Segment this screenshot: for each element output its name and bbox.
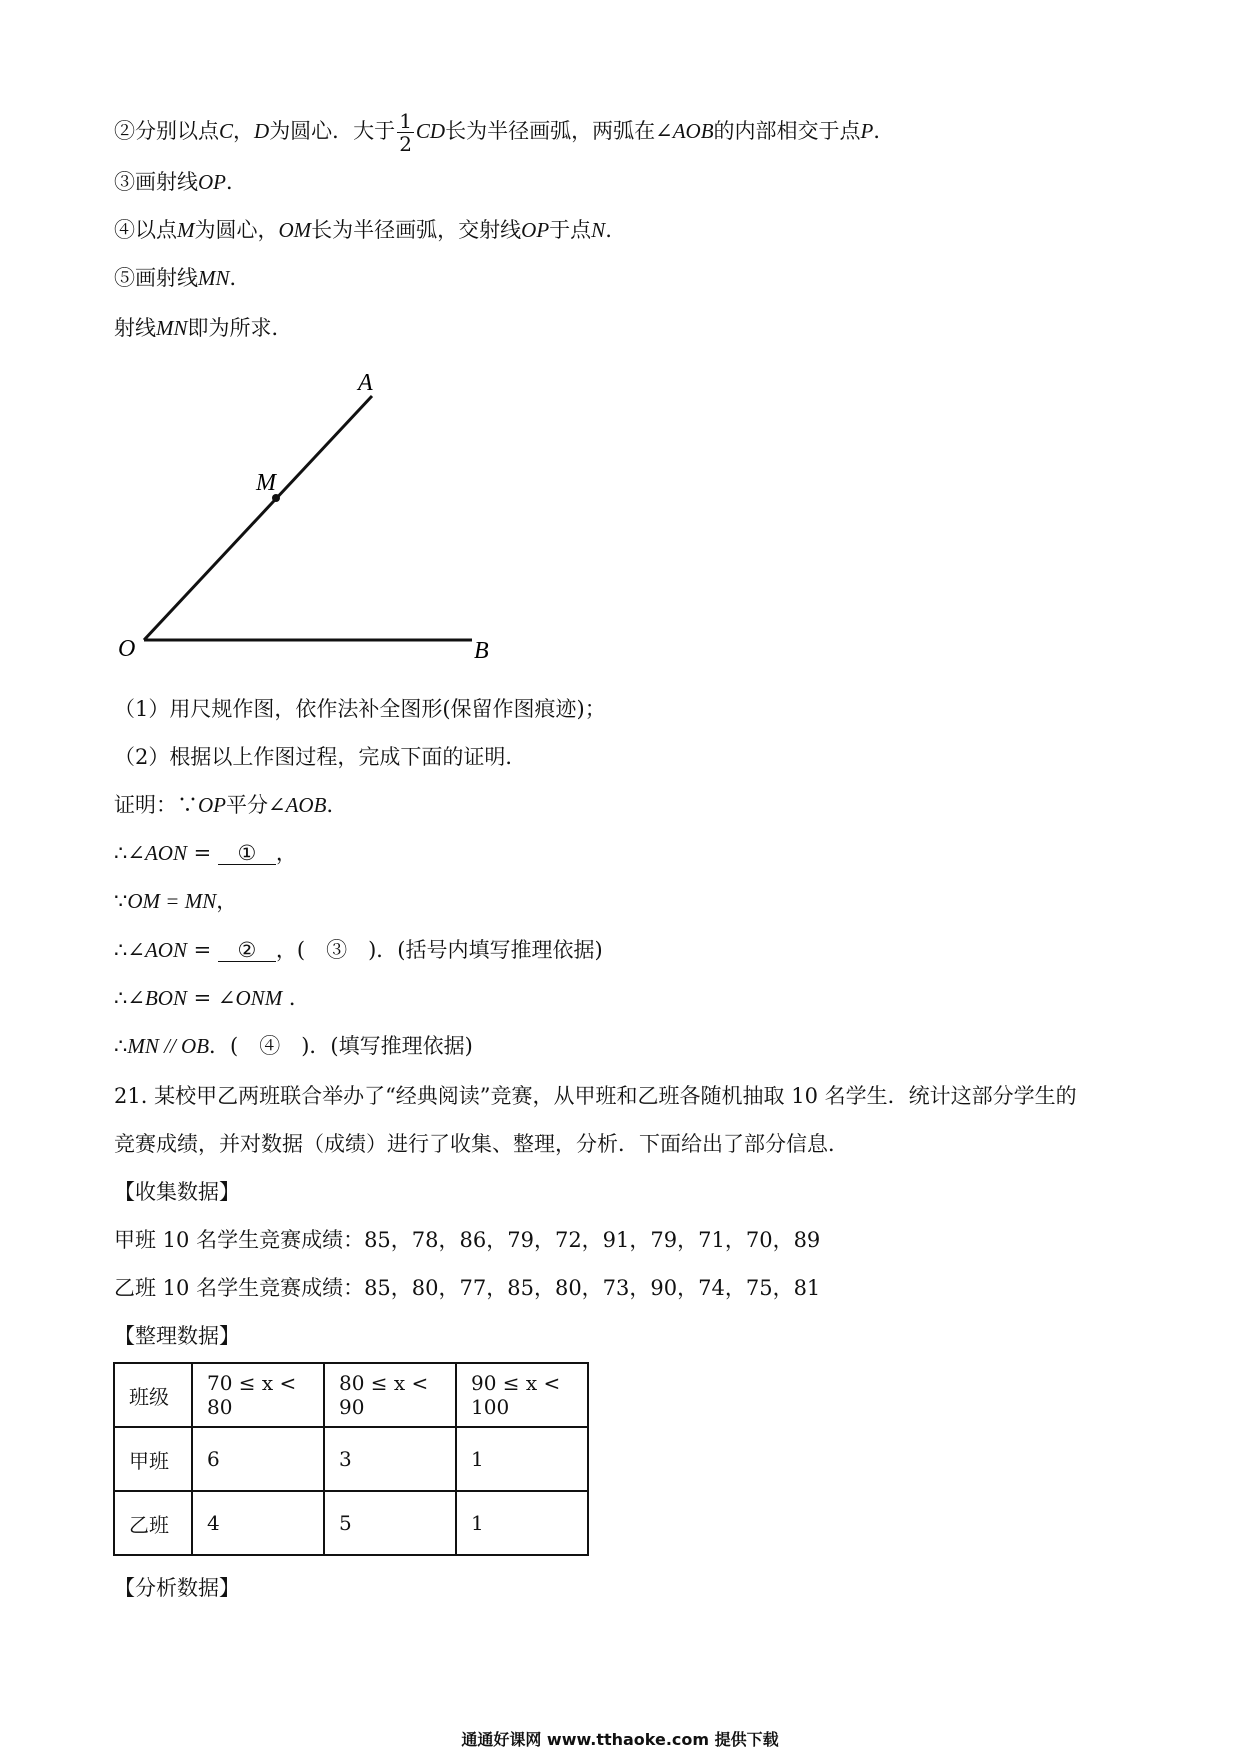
frequency-table: [113, 1362, 589, 1556]
organize-heading: [114, 1322, 240, 1350]
step-5: [114, 264, 251, 292]
proof-text: ，( ③ )．(括号内填写推理依据): [275, 938, 603, 962]
point-n: N: [591, 218, 606, 242]
step-4-text-d: 于点: [549, 218, 592, 242]
table-cell: 乙班: [114, 1491, 192, 1555]
angle-figure: [110, 360, 510, 670]
fraction-denominator: 2: [399, 132, 412, 156]
table-header-row: [114, 1363, 588, 1427]
comma: ，: [275, 841, 297, 865]
proof-text: 证明：∵: [114, 793, 198, 817]
point-c: C: [219, 119, 234, 143]
angle-aob: AOB: [672, 119, 714, 143]
question-2: [114, 743, 526, 771]
section-heading: 【收集数据】: [114, 1180, 240, 1204]
table-cell: 3: [324, 1427, 456, 1491]
ray-op: OP: [198, 793, 226, 817]
problem-21-text: 竞赛成绩，并对数据（成绩）进行了收集、整理，分析．下面给出了部分信息．: [114, 1132, 849, 1156]
period: ．: [229, 266, 251, 290]
conclusion-text-b: 即为所求．: [187, 316, 293, 340]
mn-parallel-ob: MN // OB: [127, 1034, 210, 1058]
because-symbol: ∵: [114, 889, 128, 913]
equals-sign: =: [186, 938, 218, 962]
table-cell: 1: [456, 1491, 588, 1555]
class-b-scores: [114, 1274, 820, 1302]
equals-sign: = ∠: [186, 986, 236, 1010]
proof-line-3: [114, 887, 237, 915]
comma: ，: [233, 119, 255, 143]
proof-text: 平分∠: [226, 793, 286, 817]
period: ．: [326, 793, 348, 817]
conclusion-text: 射线: [114, 316, 156, 340]
scores-text: 乙班 10 名学生竞赛成绩：85，80，77，85，80，73，90，74，75，81: [114, 1276, 821, 1300]
table-row: [114, 1491, 588, 1555]
label-o: O: [118, 636, 136, 662]
proof-line-4: [114, 936, 603, 964]
comma: ，: [216, 889, 238, 913]
om-equals-mn: OM = MN: [127, 889, 217, 913]
angle-aon: AON: [144, 938, 187, 962]
header-cell: 90 ≤ x < 100: [456, 1363, 588, 1427]
step-2-text-b: 为圆心．大于: [269, 119, 396, 143]
problem-21-line-1: [114, 1082, 1077, 1110]
blank-2: ②: [218, 939, 276, 962]
step-4-text: ④以点: [114, 218, 177, 242]
period: ．: [226, 170, 247, 194]
label-a: A: [358, 370, 373, 396]
section-heading: 【分析数据】: [114, 1576, 240, 1600]
ray-op: OP: [198, 170, 226, 194]
header-cell: 70 ≤ x < 80: [192, 1363, 324, 1427]
scores-text: 甲班 10 名学生竞赛成绩：85，78，86，79，72，91，79，71，70，89: [114, 1228, 821, 1252]
proof-line-2: [114, 839, 297, 867]
proof-text: ．( ④ )．(填写推理依据): [209, 1034, 473, 1058]
step-2-text-e: 长为半径画弧，两弧在∠: [445, 119, 673, 143]
question-1: [114, 695, 606, 723]
class-a-scores: [114, 1226, 820, 1254]
question-1-text: （1）用尺规作图，依作法补全图形(保留作图痕迹)；: [114, 697, 606, 721]
step-5-text: ⑤画射线: [114, 266, 198, 290]
table-cell: 甲班: [114, 1427, 192, 1491]
table-cell: 1: [456, 1427, 588, 1491]
step-2: [114, 110, 894, 155]
angle-aon: AON: [144, 841, 187, 865]
proof-line-5: [114, 984, 310, 1012]
header-cell: 80 ≤ x < 90: [324, 1363, 456, 1427]
ray-mn: MN: [198, 266, 230, 290]
therefore-symbol: ∴: [114, 1034, 128, 1058]
table-cell: 6: [192, 1427, 324, 1491]
segment-cd: CD: [415, 119, 446, 143]
angle-onm: ONM: [235, 986, 283, 1010]
angle-bon: BON: [144, 986, 187, 1010]
problem-21-text: 21. 某校甲乙两班联合举办了“经典阅读”竞赛，从甲班和乙班各随机抽取 10 名学生．统计这部分学生的: [114, 1084, 1077, 1108]
equals-sign: =: [186, 841, 218, 865]
ray-op: OP: [521, 218, 550, 242]
construction-conclusion: [114, 314, 293, 342]
period: .: [605, 218, 612, 242]
period: ．: [873, 119, 895, 143]
fraction-half: [397, 110, 414, 155]
step-2-text: ②分别以点: [114, 119, 219, 143]
point-m: M: [177, 218, 195, 242]
step-2-text-f: 的内部相交于点: [713, 119, 861, 143]
step-3: [114, 168, 247, 196]
table-row: [114, 1427, 588, 1491]
label-m: M: [256, 470, 276, 496]
proof-text: ∴∠: [114, 938, 145, 962]
proof-text: ∴∠: [114, 986, 145, 1010]
proof-line-1: [114, 791, 347, 819]
step-4: [114, 216, 612, 244]
angle-aob: AOB: [285, 793, 327, 817]
table-cell: 5: [324, 1491, 456, 1555]
page-footer: 通通好课网 www.tthaoke.com 提供下载: [461, 1730, 779, 1749]
step-3-text: ③画射线: [114, 170, 198, 194]
label-b: B: [474, 638, 489, 664]
step-4-text-c: 长为半径画弧，交射线: [311, 218, 522, 242]
point-p: P: [860, 119, 874, 143]
ray-oa: [144, 396, 372, 640]
analyze-heading: [114, 1574, 240, 1602]
segment-om: OM: [278, 218, 312, 242]
point-d: D: [254, 119, 270, 143]
period: ．: [282, 986, 310, 1010]
section-heading: 【整理数据】: [114, 1324, 240, 1348]
ray-mn: MN: [156, 316, 188, 340]
question-2-text: （2）根据以上作图过程，完成下面的证明．: [114, 745, 527, 769]
proof-text: ∴∠: [114, 841, 145, 865]
collect-heading: [114, 1178, 240, 1206]
header-cell: 班级: [114, 1363, 192, 1427]
proof-line-6: [114, 1032, 473, 1060]
blank-1: ①: [218, 842, 276, 865]
table-cell: 4: [192, 1491, 324, 1555]
step-4-text-b: 为圆心，: [194, 218, 279, 242]
problem-21-line-2: [114, 1130, 849, 1158]
fraction-numerator: 1: [399, 109, 412, 133]
